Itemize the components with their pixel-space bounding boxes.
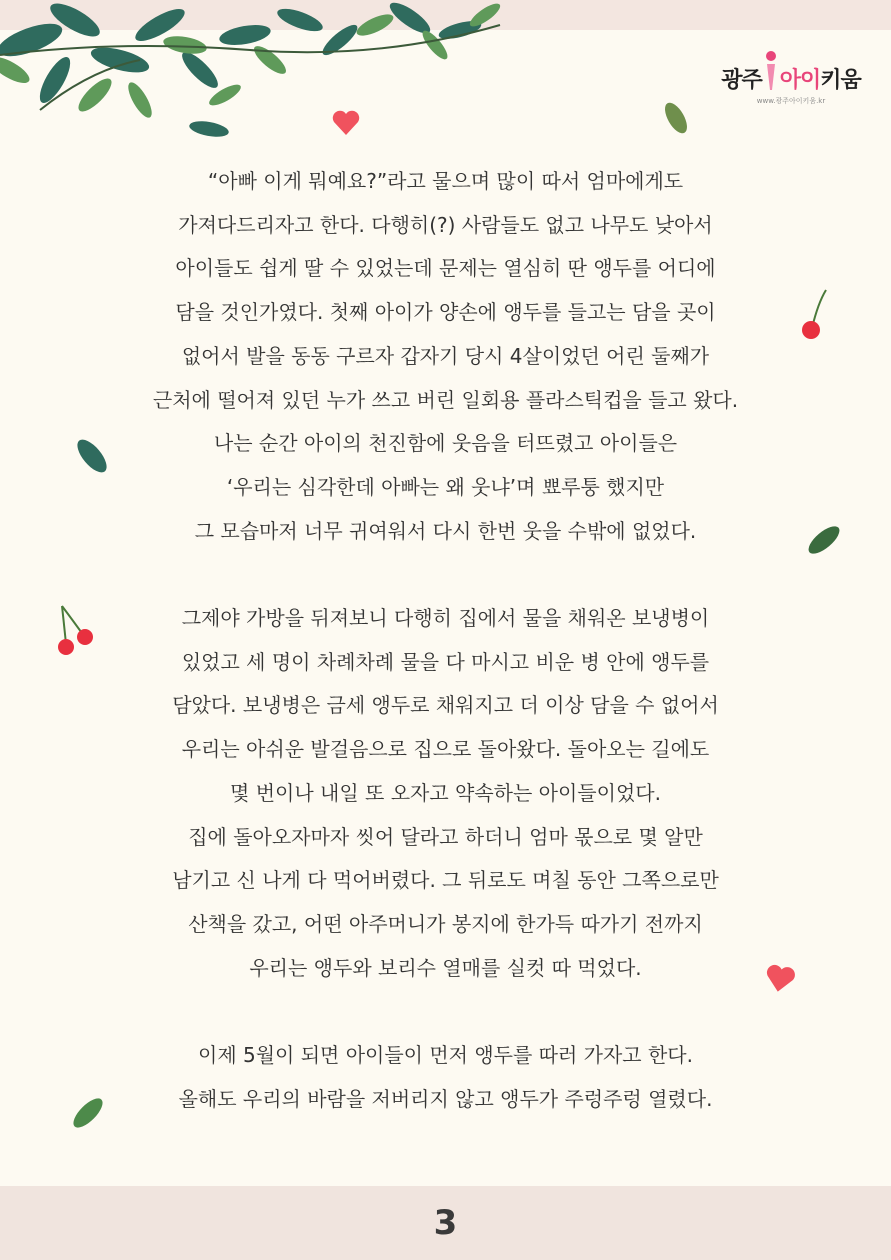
brand-logo	[721, 48, 861, 106]
brand-name-left: 광주	[721, 68, 762, 93]
text-line: 그 모습마저 너무 귀여워서 다시 한번 웃을 수밖에 없었다.	[194, 518, 697, 543]
leaf-icon	[188, 118, 230, 140]
text-line: 산책을 갔고, 어떤 아주머니가 봉지에 한가득 따가기 전까지	[188, 911, 703, 936]
text-line: 아이들도 쉽게 딸 수 있었는데 문제는 열심히 딴 앵두를 어디에	[175, 256, 716, 281]
text-line: 우리는 아쉬운 발걸음으로 집으로 돌아왔다. 돌아오는 길에도	[181, 737, 710, 762]
text-line: 가져다드리자고 한다. 다행히(?) 사람들도 없고 나무도 낮아서	[178, 212, 713, 237]
text-line: ‘우리는 심각한데 아빠는 왜 웃냐’며 뾰루퉁 했지만	[226, 474, 665, 499]
text-line: 담았다. 보냉병은 금세 앵두로 채워지고 더 이상 담을 수 없어서	[172, 693, 719, 718]
brand-url: www.광주아이키움.kr	[756, 97, 826, 105]
text-line: 우리는 앵두와 보리수 열매를 실컷 따 먹었다.	[249, 955, 642, 980]
leaf-icon	[662, 100, 690, 136]
paragraph-gap	[60, 553, 831, 597]
text-line: 올해도 우리의 바람을 저버리지 않고 앵두가 주렁주렁 열렸다.	[178, 1086, 713, 1111]
paragraph-1	[60, 160, 831, 553]
text-line: “아빠 이게 뭐예요?”라고 물으며 많이 따서 엄마에게도	[207, 169, 684, 193]
text-line: 담을 것인가였다. 첫째 아이가 양손에 앵두를 들고는 담을 곳이	[175, 300, 716, 325]
text-line: 없어서 발을 동동 구르자 갑자기 당시 4살이었던 어린 둘째가	[181, 343, 710, 368]
text-line: 나는 순간 아이의 천진함에 웃음을 터뜨렸고 아이들은	[213, 431, 678, 456]
page-number: 3	[433, 1203, 458, 1243]
text-line: 이제 5월이 되면 아이들이 먼저 앵두를 따러 가자고 한다.	[198, 1043, 693, 1068]
brand-name-mid: 아이	[779, 68, 821, 93]
text-line: 있었고 세 명이 차례차례 물을 다 마시고 비운 병 안에 앵두를	[181, 649, 710, 674]
text-line: 그제야 가방을 뒤져보니 다행히 집에서 물을 채워온 보냉병이	[181, 606, 710, 631]
paragraph-2	[60, 597, 831, 990]
brand-mark-icon	[764, 50, 778, 92]
heart-icon	[331, 108, 361, 138]
leaf-cluster-icon	[0, 0, 520, 140]
text-line: 남기고 신 나게 다 먹어버렸다. 그 뒤로도 며칠 동안 그쪽으로만	[172, 868, 719, 893]
paragraph-3	[60, 1034, 831, 1121]
text-line: 몇 번이나 내일 또 오자고 약속하는 아이들이었다.	[230, 780, 661, 805]
brand-name-right: 키움	[820, 68, 861, 93]
text-line: 근처에 떨어져 있던 누가 쓰고 버린 일회용 플라스틱컵을 들고 왔다.	[152, 387, 739, 412]
footer-band	[0, 1186, 891, 1260]
paragraph-gap	[60, 990, 831, 1034]
text-line: 집에 돌아오자마자 씻어 달라고 하더니 엄마 몫으로 몇 알만	[188, 824, 703, 849]
article-body	[60, 160, 831, 1121]
